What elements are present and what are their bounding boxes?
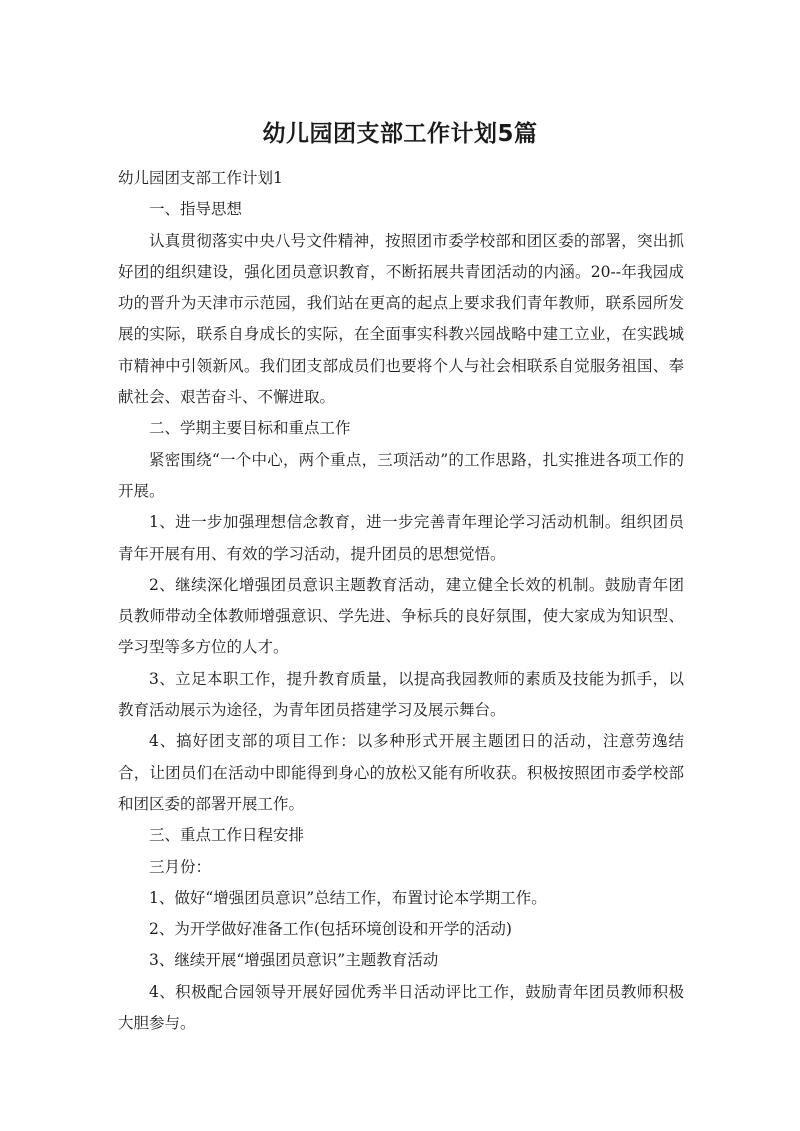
list-item: 1、做好“增强团员意识”总结工作，布置讨论本学期工作。 (149, 888, 547, 907)
paragraph: 认真贯彻落实中央八号文件精神，按照团市委学校部和团区委的部署，突出抓好团的组织建设，强化团员意识教育，不断拓展共青团活动的内涵。20--年我园成功的晋升为天津市示范园，我们站在更高的起点上要求我们青年教师，联系园所发展的实际，联系自身成长的实际，在全面事实科教兴园战略中建工立业，在实践城市精神中引领新风。我们团支部成员们也要将个人与社会相联系自觉服务祖国、奉献社会、艰苦奋斗、不懈进取。 (118, 231, 684, 407)
paragraph: 紧密围绕“一个中心，两个重点，三项活动”的工作思路，扎实推进各项工作的开展。 (118, 450, 684, 500)
subsection-heading: 三月份： (149, 857, 212, 876)
list-item: 4、搞好团支部的项目工作：以多种形式开展主题团日的活动，注意劳逸结合，让团员们在活动中即能得到身心的放松又能有所收获。积极按照团市委学校部和团区委的部署开展工作。 (118, 732, 684, 813)
list-item: 1、进一步加强理想信念教育，进一步完善青年理论学习活动机制。组织团员青年开展有用、有效的学习活动，提升团员的思想觉悟。 (118, 513, 684, 563)
section-heading: 三、重点工作日程安排 (149, 826, 305, 845)
list-item: 3、继续开展“增强团员意识”主题教育活动 (149, 951, 439, 970)
document-body (118, 163, 684, 1039)
list-item: 3、立足本职工作，提升教育质量，以提高我园教师的素质及技能为抓手，以教育活动展示为途径，为青年团员搭建学习及展示舞台。 (118, 669, 684, 720)
section-heading: 一、指导思想 (149, 200, 243, 219)
list-item: 4、积极配合园领导开展好园优秀半日活动评比工作，鼓励青年团员教师积极大胆参与。 (118, 982, 684, 1033)
section-heading: 二、学期主要目标和重点工作 (149, 419, 351, 438)
document-title: 幼儿园团支部工作计划5篇 (262, 121, 538, 147)
document-subtitle: 幼儿园团支部工作计划1 (118, 169, 283, 187)
list-item: 2、继续深化增强团员意识主题教育活动，建立健全长效的机制。鼓励青年团员教师带动全体教师增强意识、学先进、争标兵的良好氛围，使大家成为知识型、学习型等多方位的人才。 (118, 575, 684, 657)
list-item: 2、为开学做好准备工作(包括环境创设和开学的活动) (149, 920, 512, 939)
